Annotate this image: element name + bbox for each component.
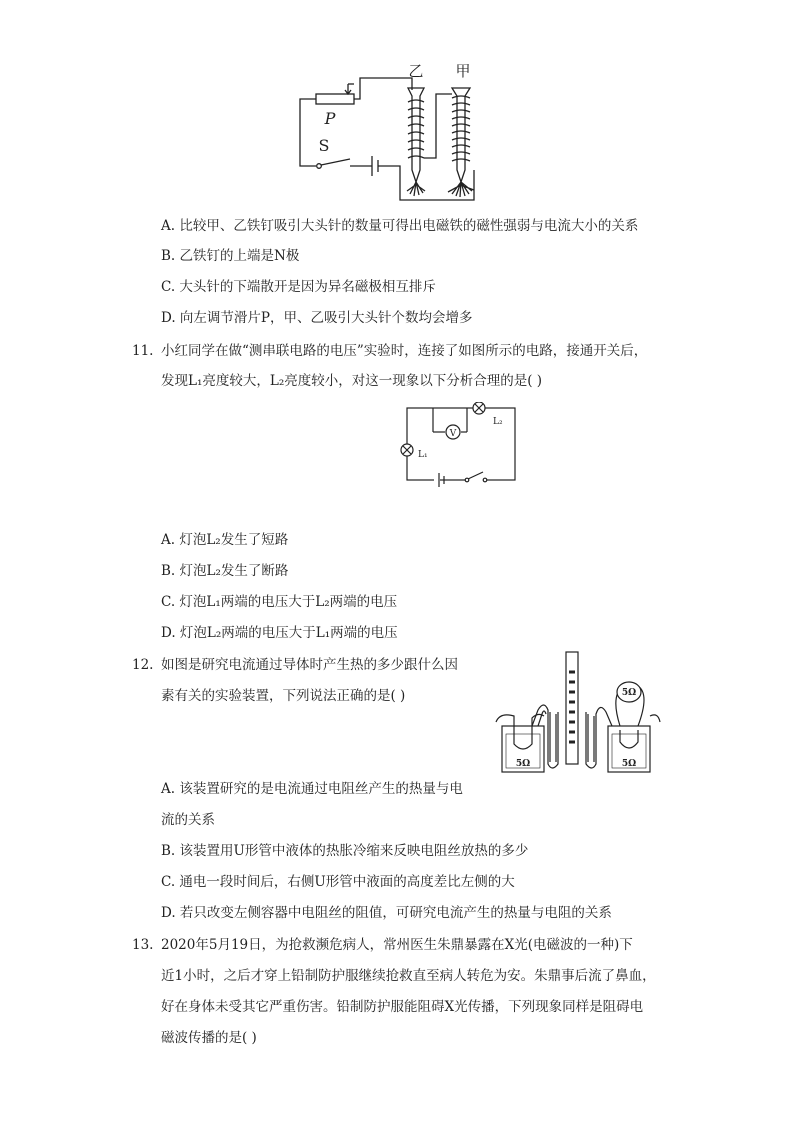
label-s: S bbox=[318, 136, 330, 155]
q10-option-d: D. 向左调节滑片P，甲、乙吸引大头针个数均会增多 bbox=[161, 310, 473, 326]
q12-option-a-line1: A. 该装置研究的是电流通过电阻丝产生的热量与电 bbox=[161, 781, 463, 797]
q11-option-c: C. 灯泡L₁两端的电压大于L₂两端的电压 bbox=[161, 594, 398, 610]
q13-line3: 好在身体未受其它严重伤害。铅制防护服能阻碍X光传播，下列现象同样是阻碍电 bbox=[161, 999, 644, 1015]
label-top-resistor: 5Ω bbox=[621, 688, 637, 698]
q12-option-d: D. 若只改变左侧容器中电阻丝的阻值，可研究电流产生的热量与电阻的关系 bbox=[161, 905, 612, 921]
q11-option-d: D. 灯泡L₂两端的电压大于L₁两端的电压 bbox=[161, 625, 398, 641]
q12-option-a-line2: 流的关系 bbox=[161, 812, 215, 828]
joule-heat-apparatus-figure bbox=[492, 650, 664, 778]
label-right-resistor: 5Ω bbox=[621, 759, 637, 769]
q12-option-c: C. 通电一段时间后，右侧U形管中液面的高度差比左侧的大 bbox=[161, 874, 515, 890]
q13-line2: 近1小时，之后才穿上铅制防护服继续抢救直至病人转危为安。朱鼎事后流了鼻血， bbox=[161, 968, 656, 984]
q11-stem-line1: 小红同学在做“测串联电路的电压”实验时，连接了如图所示的电路，接通开关后， bbox=[161, 343, 648, 359]
q10-option-a: A. 比较甲、乙铁钉吸引大头针的数量可得出电磁铁的磁性强弱与电流大小的关系 bbox=[161, 218, 639, 234]
q11-number: 11. bbox=[132, 343, 154, 359]
q13-number: 13. bbox=[132, 937, 154, 953]
label-l1: L₁ bbox=[418, 450, 428, 460]
q13-line1: 2020年5月19日，为抢救濒危病人，常州医生朱鼎暴露在X光(电磁波的一种)下 bbox=[161, 937, 633, 953]
q10-option-b: B. 乙铁钉的上端是N极 bbox=[161, 248, 300, 264]
label-l2: L₂ bbox=[493, 417, 503, 427]
q12-option-b: B. 该装置用U形管中液体的热胀冷缩来反映电阻丝放热的多少 bbox=[161, 843, 529, 859]
series-circuit-figure bbox=[395, 402, 520, 487]
label-yi: 乙 bbox=[408, 62, 424, 80]
label-v: V bbox=[449, 429, 457, 439]
q11-stem-line2: 发现L₁亮度较大，L₂亮度较小，对这一现象以下分析合理的是( ) bbox=[161, 373, 543, 389]
q12-stem-line2: 素有关的实验装置，下列说法正确的是( ) bbox=[161, 688, 406, 704]
q10-option-c: C. 大头针的下端散开是因为异名磁极相互排斥 bbox=[161, 279, 436, 295]
q12-stem-line1: 如图是研究电流通过导体时产生热的多少跟什么因 bbox=[161, 657, 458, 673]
label-jia: 甲 bbox=[455, 62, 471, 80]
label-p: P bbox=[324, 109, 336, 128]
q13-line4: 磁波传播的是( ) bbox=[161, 1030, 257, 1046]
label-left-resistor: 5Ω bbox=[515, 759, 531, 769]
q12-number: 12. bbox=[132, 657, 154, 673]
electromagnet-figure bbox=[296, 60, 496, 205]
q11-option-a: A. 灯泡L₂发生了短路 bbox=[161, 532, 289, 548]
q11-option-b: B. 灯泡L₂发生了断路 bbox=[161, 563, 289, 579]
